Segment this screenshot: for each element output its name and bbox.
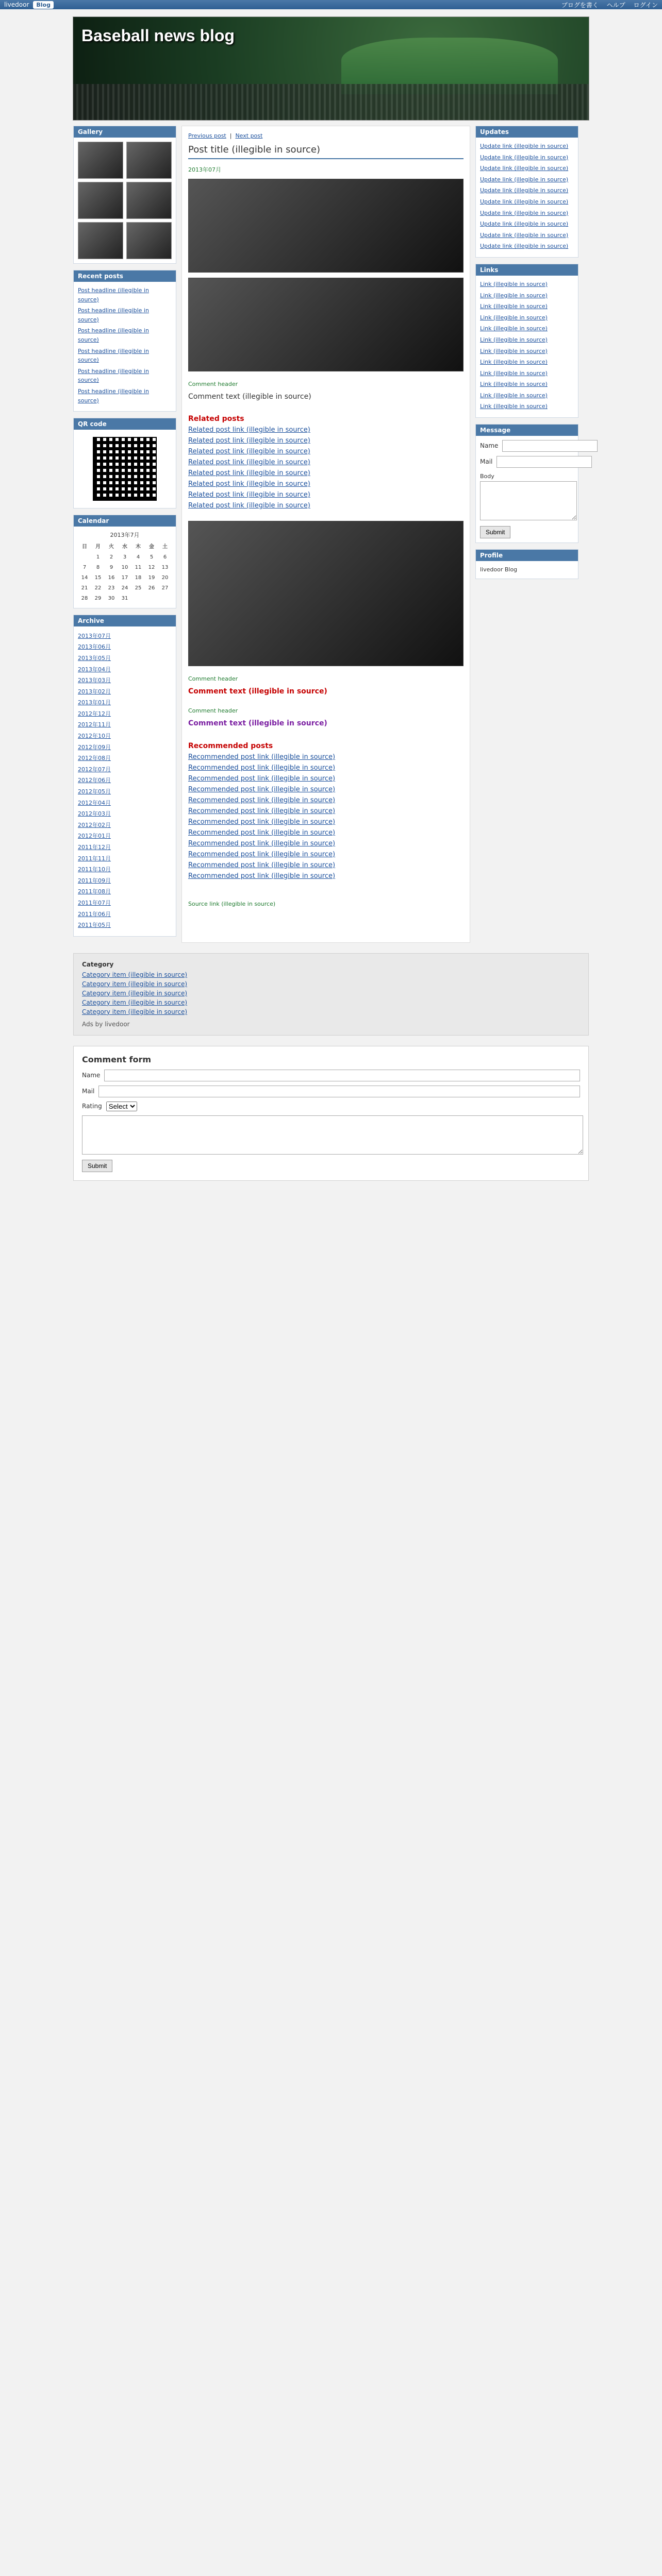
recommend-link[interactable]: Recommended post link (illegible in source) — [188, 796, 336, 804]
category-item[interactable]: Category item (illegible in source) — [82, 971, 188, 978]
topbar-links — [555, 1, 658, 9]
calendar-date — [158, 594, 172, 604]
category-footer — [73, 953, 589, 1036]
powered-by: Ads by livedoor — [82, 1020, 130, 1028]
update-link[interactable]: Update link (illegible in source) — [480, 143, 569, 149]
calendar-date[interactable]: 29 — [94, 595, 102, 601]
related-links — [188, 426, 464, 510]
recommend-link[interactable]: Recommended post link (illegible in source) — [188, 828, 336, 837]
recent-item[interactable]: Post headline (illegible in source) — [78, 367, 149, 384]
recent-box — [73, 270, 176, 412]
archive-link[interactable]: 2011年06月 — [78, 910, 111, 918]
calendar-date[interactable]: 5 — [150, 554, 154, 560]
calendar-date[interactable]: 19 — [148, 574, 155, 581]
recommend-links — [188, 753, 464, 880]
gallery-box — [73, 126, 176, 264]
message-mail-input[interactable] — [496, 456, 592, 468]
recommend-link[interactable]: Recommended post link (illegible in source) — [188, 818, 336, 826]
calendar-date[interactable]: 17 — [121, 574, 128, 581]
category-item[interactable]: Category item (illegible in source) — [82, 980, 188, 988]
brand-badge: Blog — [33, 1, 54, 9]
sidebar-link[interactable]: Link (illegible in source) — [480, 303, 548, 310]
archive-link[interactable]: 2013年03月 — [78, 677, 111, 684]
archive-link[interactable]: 2013年01月 — [78, 699, 111, 706]
comment-mail-label: Mail — [82, 1088, 95, 1095]
archive-link[interactable]: 2011年05月 — [78, 922, 111, 929]
comment-name-label: Name — [82, 1072, 101, 1079]
archive-link[interactable]: 2012年02月 — [78, 821, 111, 828]
sidebar-link[interactable]: Link (illegible in source) — [480, 392, 548, 399]
gallery-thumb[interactable] — [78, 222, 123, 259]
calendar-date[interactable]: 20 — [161, 574, 169, 581]
recommend-link[interactable]: Recommended post link (illegible in source) — [188, 785, 336, 793]
next-post-link[interactable]: Next post — [235, 132, 263, 139]
related-section — [188, 415, 464, 510]
related-title: Related posts — [188, 415, 244, 423]
archive-link[interactable]: 2013年05月 — [78, 654, 111, 662]
gallery-thumb[interactable] — [78, 142, 123, 179]
message-body-input[interactable] — [480, 481, 577, 520]
content-wrap — [73, 126, 589, 943]
update-link[interactable]: Update link (illegible in source) — [480, 165, 569, 172]
comment-mail-input[interactable] — [98, 1086, 580, 1097]
post-title: Post title (illegible in source) — [188, 144, 464, 159]
calendar-date[interactable]: 27 — [161, 585, 169, 591]
comment-text: Comment text (illegible in source) — [188, 719, 327, 728]
archive-link[interactable]: 2011年12月 — [78, 844, 111, 851]
archive-link[interactable]: 2011年10月 — [78, 866, 111, 873]
sidebar-link[interactable]: Link (illegible in source) — [480, 292, 548, 299]
related-link[interactable]: Related post link (illegible in source) — [188, 426, 310, 434]
archive-link[interactable]: 2012年11月 — [78, 721, 111, 728]
recent-item[interactable]: Post headline (illegible in source) — [78, 307, 149, 323]
calendar-date[interactable]: 14 — [81, 574, 88, 581]
calendar-title: Calendar — [74, 515, 176, 527]
calendar-date[interactable]: 28 — [81, 595, 88, 601]
calendar-date[interactable]: 24 — [121, 585, 128, 591]
archive-link[interactable]: 2012年01月 — [78, 833, 111, 840]
calendar-month: 2013年7月 — [110, 532, 140, 539]
category-item[interactable]: Category item (illegible in source) — [82, 998, 188, 1006]
sidebar-link[interactable]: Link (illegible in source) — [480, 369, 548, 377]
recommend-link[interactable]: Recommended post link (illegible in source) — [188, 872, 336, 880]
calendar-day: 月 — [95, 544, 101, 550]
comment-name-input[interactable] — [104, 1070, 580, 1081]
recommend-title: Recommended posts — [188, 741, 273, 750]
source-url[interactable]: Source link (illegible in source) — [188, 900, 276, 907]
calendar-date — [145, 594, 158, 604]
comment-form — [73, 1046, 589, 1181]
right-sidebar — [475, 126, 578, 943]
comment-block — [188, 675, 464, 698]
sidebar-link[interactable]: Link (illegible in source) — [480, 280, 548, 287]
gallery-thumb[interactable] — [78, 182, 123, 219]
calendar-date — [78, 552, 91, 563]
calendar-date[interactable]: 13 — [161, 564, 169, 570]
site-title[interactable]: Baseball news blog — [81, 26, 235, 45]
links-title: Links — [476, 264, 578, 276]
archive-box — [73, 615, 176, 937]
recommend-section — [188, 742, 464, 880]
updates-box — [475, 126, 578, 258]
comment-form-title: Comment form — [82, 1054, 152, 1064]
archive-link[interactable]: 2012年08月 — [78, 755, 111, 762]
links-box — [475, 264, 578, 418]
archive-link[interactable]: 2013年07月 — [78, 632, 111, 639]
sidebar-link[interactable]: Link (illegible in source) — [480, 359, 548, 366]
post-photo[interactable] — [188, 278, 464, 371]
calendar-date[interactable]: 6 — [163, 554, 167, 560]
message-body-label: Body — [480, 473, 494, 480]
calendar-day: 金 — [149, 544, 154, 550]
archive-link[interactable]: 2013年06月 — [78, 643, 111, 651]
gallery-thumb[interactable] — [126, 182, 172, 219]
related-link[interactable]: Related post link (illegible in source) — [188, 437, 310, 445]
recommend-link[interactable]: Recommended post link (illegible in source) — [188, 839, 336, 848]
calendar-date[interactable]: 25 — [135, 585, 142, 591]
comment-submit-button[interactable]: Submit — [82, 1160, 112, 1172]
sidebar-link[interactable]: Link (illegible in source) — [480, 347, 548, 354]
related-link[interactable]: Related post link (illegible in source) — [188, 448, 310, 456]
update-link[interactable]: Update link (illegible in source) — [480, 231, 569, 239]
gallery-thumb[interactable] — [126, 142, 172, 179]
calendar-date[interactable]: 8 — [96, 564, 100, 570]
update-link[interactable]: Update link (illegible in source) — [480, 198, 569, 205]
related-link[interactable]: Related post link (illegible in source) — [188, 469, 310, 478]
brand[interactable] — [4, 1, 54, 9]
sidebar-link[interactable]: Link (illegible in source) — [480, 403, 548, 410]
calendar-date[interactable]: 11 — [135, 564, 142, 570]
archive-link[interactable]: 2012年07月 — [78, 766, 111, 773]
profile-box — [475, 549, 578, 579]
header-crowd — [73, 84, 589, 120]
recommend-link[interactable]: Recommended post link (illegible in source) — [188, 861, 336, 869]
comment-text: Comment text (illegible in source) — [188, 687, 327, 696]
message-title: Message — [476, 425, 578, 436]
archive-link[interactable]: 2011年08月 — [78, 888, 111, 895]
category-title: Category — [82, 960, 114, 968]
gallery-grid — [78, 142, 172, 259]
comment-meta: Comment header — [188, 675, 238, 683]
calendar-date[interactable]: 1 — [96, 554, 100, 560]
comment-block — [188, 707, 464, 730]
post-photo[interactable] — [188, 179, 464, 273]
calendar-day: 土 — [162, 544, 168, 550]
message-box — [475, 424, 578, 543]
updates-title: Updates — [476, 126, 578, 138]
post-header-links: Previous post | Next post — [188, 132, 263, 139]
related-link[interactable]: Related post link (illegible in source) — [188, 459, 310, 467]
recent-item[interactable]: Post headline (illegible in source) — [78, 327, 149, 343]
calendar-date[interactable]: 9 — [109, 564, 113, 570]
archive-link[interactable]: 2011年11月 — [78, 855, 111, 862]
update-link[interactable]: Update link (illegible in source) — [480, 154, 569, 161]
archive-link[interactable]: 2012年04月 — [78, 799, 111, 806]
calendar-date — [131, 594, 145, 604]
calendar-date[interactable]: 18 — [135, 574, 142, 581]
calendar-date[interactable]: 16 — [108, 574, 115, 581]
update-link[interactable]: Update link (illegible in source) — [480, 209, 569, 216]
site-header — [73, 16, 589, 121]
calendar-day: 水 — [122, 544, 127, 550]
calendar-day: 火 — [109, 544, 114, 550]
archive-link[interactable]: 2012年06月 — [78, 777, 111, 784]
archive-link[interactable]: 2011年07月 — [78, 899, 111, 906]
archive-link[interactable]: 2012年05月 — [78, 788, 111, 795]
post-date: 2013年07月 — [188, 166, 221, 173]
update-link[interactable]: Update link (illegible in source) — [480, 243, 569, 250]
message-mail-label: Mail — [480, 457, 493, 465]
calendar-date[interactable]: 15 — [94, 574, 102, 581]
calendar-date[interactable]: 3 — [123, 554, 127, 560]
calendar-date[interactable]: 30 — [108, 595, 115, 601]
update-link[interactable]: Update link (illegible in source) — [480, 221, 569, 228]
recent-item[interactable]: Post headline (illegible in source) — [78, 287, 149, 303]
left-sidebar — [73, 126, 176, 943]
archive-link[interactable]: 2011年09月 — [78, 877, 111, 884]
message-name-input[interactable] — [502, 440, 598, 452]
archive-link[interactable]: 2013年02月 — [78, 688, 111, 695]
gallery-thumb[interactable] — [126, 222, 172, 259]
profile-title: Profile — [476, 550, 578, 561]
sidebar-link[interactable]: Link (illegible in source) — [480, 314, 548, 321]
recent-item[interactable]: Post headline (illegible in source) — [78, 387, 149, 404]
recommend-link[interactable]: Recommended post link (illegible in source) — [188, 807, 336, 815]
calendar-table — [78, 542, 172, 604]
calendar-date[interactable]: 2 — [109, 554, 113, 560]
recommend-link[interactable]: Recommended post link (illegible in source) — [188, 764, 336, 772]
topbar-link-write[interactable]: ブログを書く — [561, 1, 599, 9]
related-link[interactable]: Related post link (illegible in source) — [188, 480, 310, 488]
comment-rating-label: Rating — [82, 1103, 102, 1110]
topbar-link-login[interactable]: ログイン — [633, 1, 658, 9]
calendar-box — [73, 515, 176, 608]
archive-link[interactable]: 2013年04月 — [78, 666, 111, 673]
calendar-date[interactable]: 26 — [148, 585, 155, 591]
topbar — [0, 0, 662, 9]
update-link[interactable]: Update link (illegible in source) — [480, 176, 569, 183]
gallery-title: Gallery — [74, 126, 176, 138]
message-submit-button[interactable]: Submit — [480, 526, 510, 538]
comment-meta: Comment header — [188, 381, 238, 387]
calendar-day: 日 — [82, 544, 87, 550]
update-link[interactable]: Update link (illegible in source) — [480, 187, 569, 194]
archive-link[interactable]: 2012年09月 — [78, 743, 111, 751]
recent-item[interactable]: Post headline (illegible in source) — [78, 347, 149, 364]
recent-title: Recent posts — [74, 270, 176, 282]
archive-title: Archive — [74, 615, 176, 626]
comment-body-input[interactable] — [82, 1115, 583, 1155]
comment-rating-select[interactable] — [106, 1101, 137, 1111]
calendar-date[interactable]: 7 — [82, 564, 87, 570]
recommend-link[interactable]: Recommended post link (illegible in source) — [188, 774, 336, 783]
archive-link[interactable]: 2012年03月 — [78, 810, 111, 818]
calendar-date[interactable]: 12 — [148, 564, 155, 570]
calendar-day: 木 — [136, 544, 141, 550]
recommend-link[interactable]: Recommended post link (illegible in source) — [188, 753, 336, 761]
sidebar-link[interactable]: Link (illegible in source) — [480, 381, 548, 388]
main-content — [181, 126, 470, 943]
brand-text: livedoor — [4, 1, 29, 8]
calendar-date[interactable]: 21 — [81, 585, 88, 591]
category-item[interactable]: Category item (illegible in source) — [82, 1008, 188, 1015]
sidebar-link[interactable]: Link (illegible in source) — [480, 336, 548, 343]
related-link[interactable]: Related post link (illegible in source) — [188, 502, 310, 510]
comment-meta: Comment header — [188, 707, 238, 715]
calendar-date[interactable]: 10 — [121, 564, 128, 570]
message-name-label: Name — [480, 442, 499, 449]
comment-block — [188, 381, 464, 403]
category-item[interactable]: Category item (illegible in source) — [82, 989, 188, 997]
qr-code — [93, 437, 157, 501]
prev-post-link[interactable]: Previous post — [188, 132, 226, 139]
recommend-link[interactable]: Recommended post link (illegible in source) — [188, 850, 336, 858]
profile-text: livedoor Blog — [480, 566, 518, 573]
qr-box — [73, 418, 176, 509]
archive-link[interactable]: 2012年12月 — [78, 710, 111, 717]
comment-text: Comment text (illegible in source) — [188, 393, 311, 401]
calendar-date[interactable]: 23 — [108, 585, 115, 591]
calendar-date[interactable]: 31 — [121, 595, 128, 601]
calendar-date[interactable]: 4 — [136, 554, 140, 560]
topbar-link-help[interactable]: ヘルプ — [606, 1, 625, 9]
archive-link[interactable]: 2012年10月 — [78, 733, 111, 740]
post-photo[interactable] — [188, 521, 464, 666]
sidebar-link[interactable]: Link (illegible in source) — [480, 325, 548, 332]
calendar-date[interactable]: 22 — [94, 585, 102, 591]
qr-title: QR code — [74, 418, 176, 430]
related-link[interactable]: Related post link (illegible in source) — [188, 491, 310, 499]
